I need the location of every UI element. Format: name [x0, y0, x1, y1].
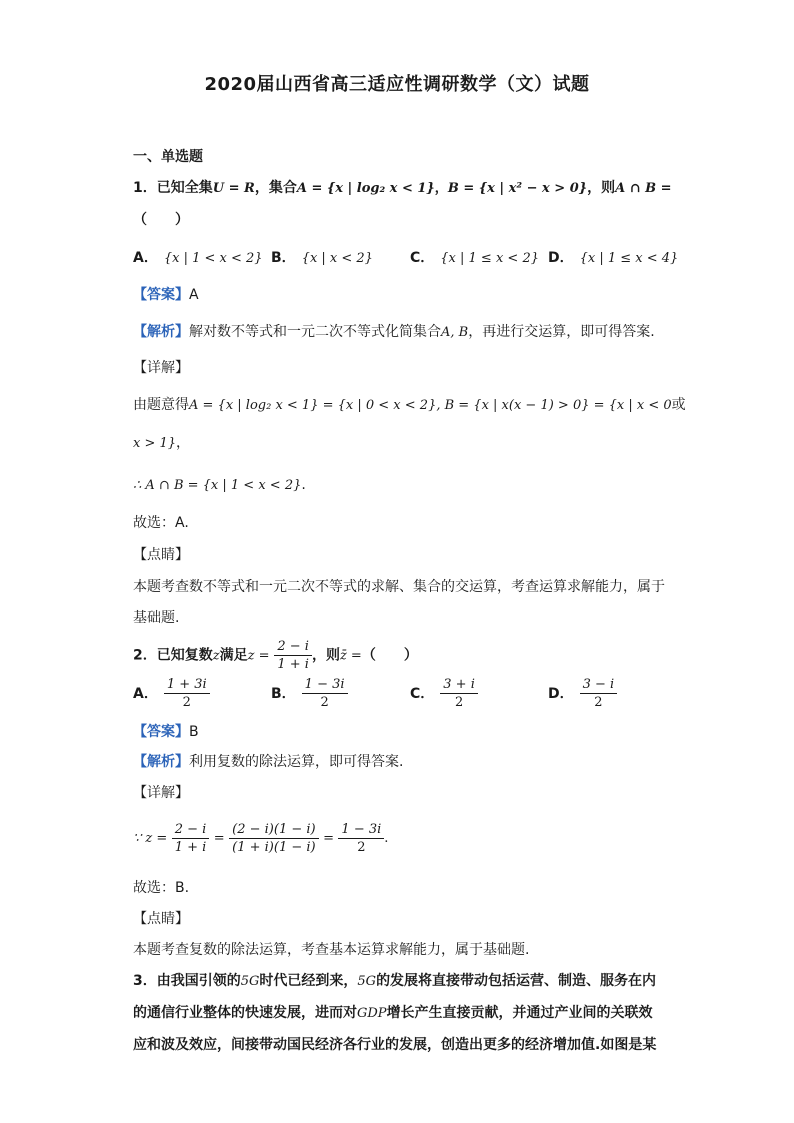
answer-line — [133, 285, 199, 305]
math-set-b: B = {x | x² − x > 0} — [447, 181, 588, 196]
question-2-stem: 2．已知复数z满足z = $\frac{2 - i}{1 + i}$ ，则z̄ =（ ） — [133, 639, 418, 672]
fraction: $\frac{1 - 3i}{2}$ — [338, 821, 384, 856]
option-d: D． {x | 1 ≤ x < 4} — [548, 250, 679, 266]
analysis-label: 【解析】 — [133, 324, 189, 340]
comment-line-1: 本题考查数不等式和一元二次不等式的求解、集合的交运算，考查运算求解能力，属于 — [133, 579, 665, 595]
analysis-line: 【解析】利用复数的除法运算，即可得答案. — [133, 754, 404, 770]
answer-label: 【答案】 — [133, 724, 189, 740]
question-1-stem: 1．已知全集U = R，集合A = {x | log₂ x < 1}，B = {x | x² − x > 0}，则A ∩ B = — [133, 180, 672, 196]
fraction: $\frac{1 - 3i}{2}$ — [302, 676, 348, 711]
question-number: 3． — [133, 973, 157, 989]
math-intersection: A ∩ B = — [615, 181, 672, 196]
answer-label: 【答案】 — [133, 287, 189, 303]
detail-label: 【详解】 — [133, 785, 189, 801]
detail-label: 【详解】 — [133, 360, 189, 376]
option-a: A． $\frac{1 + 3i}{2}$ — [133, 676, 210, 711]
answer-value: A — [189, 287, 199, 303]
question-1-paren: （ ） — [133, 212, 189, 228]
comment-line-1: 本题考查复数的除法运算，考查基本运算求解能力，属于基础题. — [133, 942, 530, 958]
question-3-line-2: 的通信行业整体的快速发展，进而对GDP增长产生直接贡献，并通过产业间的关联效 — [133, 1005, 653, 1021]
document-title: 2020届山西省高三适应性调研数学（文）试题 — [204, 74, 590, 95]
option-a: A． {x | 1 < x < 2} — [133, 250, 263, 266]
option-c: C． {x | 1 ≤ x < 2} — [410, 250, 539, 266]
analysis-label: 【解析】 — [133, 754, 189, 770]
question-number: 1． — [133, 180, 157, 196]
fraction: $\frac{3 + i}{2}$ — [440, 676, 478, 711]
section-heading: 一、单选题 — [133, 149, 203, 165]
question-number: 2． — [133, 647, 157, 664]
detail-line-3: ∴ A ∩ B = {x | 1 < x < 2}. — [133, 477, 306, 493]
option-c: C． $\frac{3 + i}{2}$ — [410, 676, 478, 711]
detail-line-1: 由题意得A = {x | log₂ x < 1} = {x | 0 < x < 2}, B = {x | x(x − 1) > 0} = {x | x < 0或 — [133, 397, 686, 413]
choose-line: 故选：B. — [133, 880, 190, 896]
question-3-line-1: 3．由我国引领的5G时代已经到来，5G的发展将直接带动包括运营、制造、服务在内 — [133, 973, 657, 989]
comment-label: 【点睛】 — [133, 911, 189, 927]
fraction: $\frac{3 - i}{2}$ — [580, 676, 618, 711]
choose-line: 故选：A. — [133, 515, 189, 531]
fraction: $\frac{2 - i}{1 + i}$ — [274, 638, 312, 673]
fraction: $\frac{1 + 3i}{2}$ — [164, 676, 210, 711]
option-b: B． $\frac{1 - 3i}{2}$ — [271, 676, 348, 711]
fraction: $\frac{(2 - i)(1 - i)}{(1 + i)(1 - i)}$ — [229, 821, 318, 856]
fraction: $\frac{2 - i}{1 + i}$ — [172, 821, 210, 856]
comment-label: 【点睛】 — [133, 547, 189, 563]
analysis-line: 【解析】解对数不等式和一元二次不等式化简集合A, B，再进行交运算，即可得答案. — [133, 324, 655, 340]
answer-line — [133, 722, 199, 742]
answer-value: B — [189, 724, 199, 740]
question-3-line-3: 应和波及效应，间接带动国民经济各行业的发展，创造出更多的经济增加值.如图是某 — [133, 1037, 657, 1053]
detail-equation: ∵ z = $\frac{2 - i}{1 + i}$ = $\frac{(2 - i)(1 - i)}{(1 + i)(1 - i)}$ = $\frac{1 - 3i}{2}$ . — [133, 821, 389, 855]
option-b: B． {x | x < 2} — [271, 250, 373, 266]
option-d: D． $\frac{3 - i}{2}$ — [548, 676, 617, 711]
detail-line-2: x > 1}， — [133, 435, 191, 451]
math-set-a: A = {x | log₂ x < 1} — [296, 181, 435, 196]
comment-line-2: 基础题. — [133, 610, 180, 626]
math-universal-set: U = R — [212, 181, 255, 196]
